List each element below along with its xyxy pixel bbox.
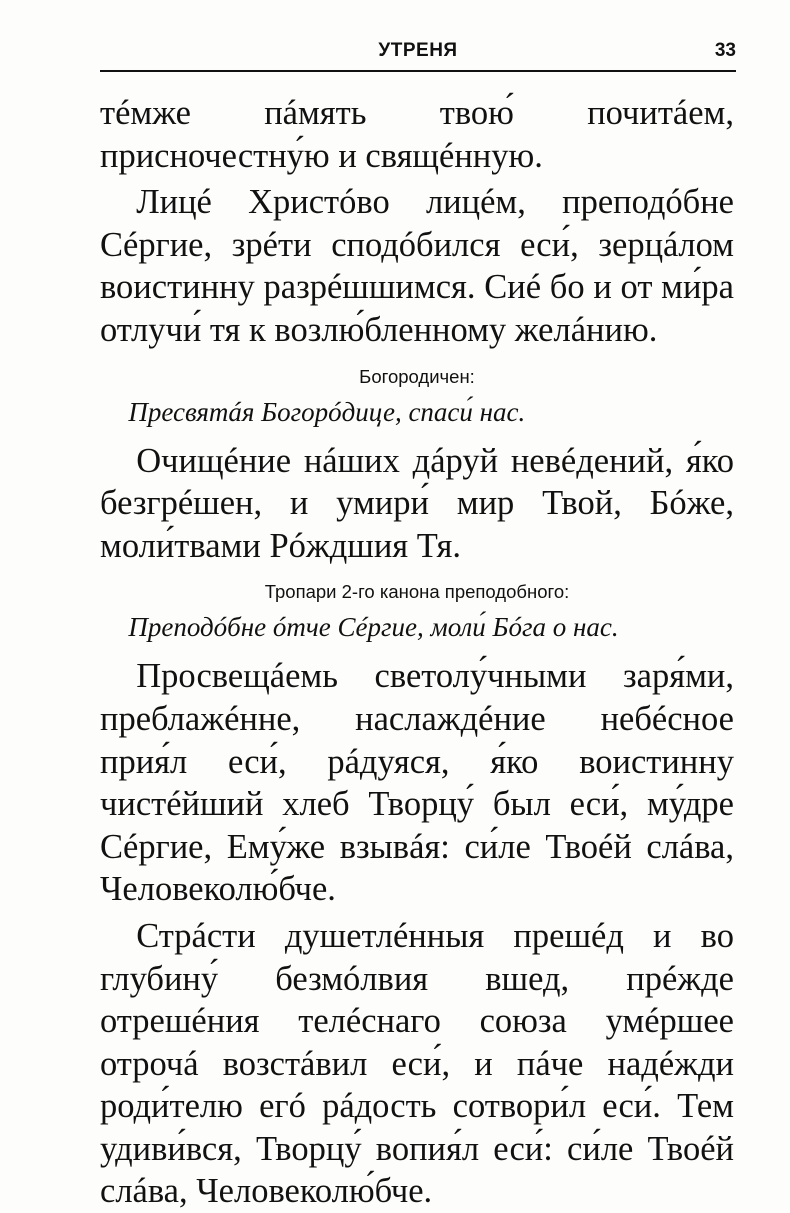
- troparion-paragraph: Просвещáемь светолу́чными заря́ми, преблажéнне, наслаждéние небéсное прия́л еси́, рáдуяся, я́ко воистинну чистéйший хлеб Творцу́ был еси́, му́дре Сéргие, Ему́же взывáя: си́ле Твоéй слáва, Человеколю́бче.: [100, 657, 734, 909]
- paragraph-continuation: тéмже пáмять твою́ почитáем, присночестну́ю и свящéнную.: [100, 94, 734, 175]
- page-number: 33: [714, 40, 736, 61]
- running-title: УТРЕНЯ: [378, 40, 458, 61]
- rubric-theotokion: Богородичен:: [359, 365, 475, 387]
- troparion-paragraph: Стрáсти душетлéнныя прешéд и во глубину́ безмóлвия вшед, прéжде отрешéния телéснаго союза умéршее отрочá возстáвил еси́, и пáче надéжди роди́телю егó рáдость сотвори́л еси́. Тем удиви́вся, Творцу́ вопия́л еси́: си́ле Твоéй слáва, Человеколю́бче.: [100, 916, 734, 1211]
- refrain-sergius: Преподóбне óтче Сéргие, моли́ Бóга о нас.: [128, 612, 619, 643]
- page-body: [100, 92, 734, 1213]
- troparion-paragraph: Лицé Христóво лицéм, преподóбне Сéргие, зрéти сподóбился еси́, зерцáлом воистинну разрéшшимся. Сиé бо и от ми́ра отлучи́ тя к возлю́бленному желáнию.: [100, 183, 734, 349]
- rubric-canon: Тропари 2-го канона преподобного:: [264, 581, 570, 603]
- theotokion-paragraph: Очищéние нáших дáруй невéдений, я́ко безгрéшен, и умири́ мир Твой, Бóже, моли́твами Рóждшия Тя.: [100, 441, 734, 565]
- page-header: [100, 36, 736, 72]
- refrain-theotokos: Пресвятáя Богорóдице, спаси́ нас.: [128, 396, 526, 427]
